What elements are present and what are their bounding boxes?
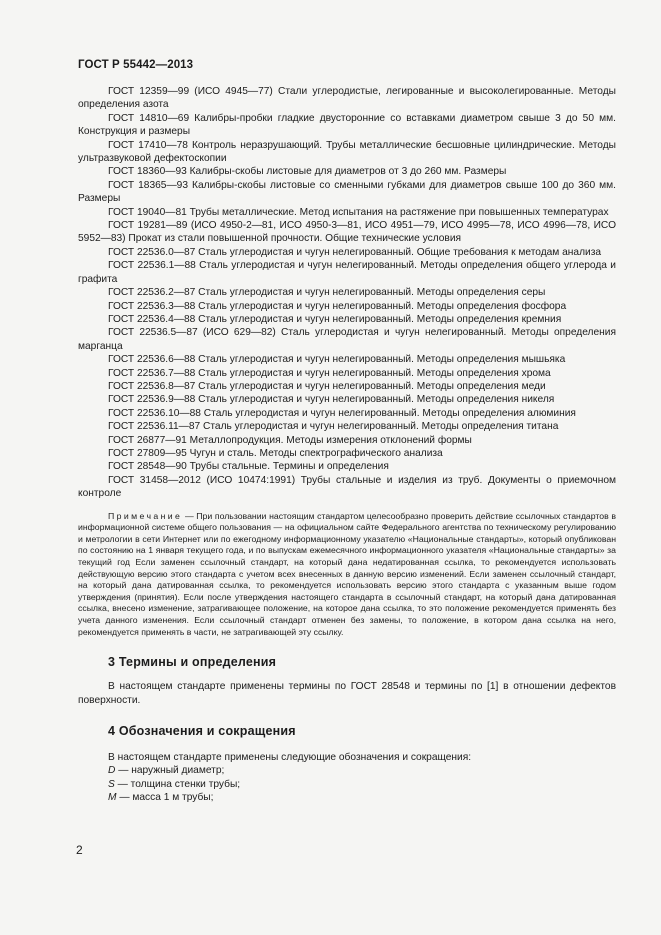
note-paragraph: [78, 511, 616, 639]
reference-item: ГОСТ 22536.2—87 Сталь углеродистая и чугун нелегированный. Методы определения серы: [108, 287, 546, 299]
symbol-list-item: [78, 764, 616, 777]
note-label: Примечание: [108, 510, 183, 521]
reference-item: ГОСТ 27809—95 Чугун и сталь. Методы спектрографического анализа: [108, 447, 443, 459]
section-3-text: В настоящем стандарте применены термины по ГОСТ 28548 и термины по [1] в отношении дефектов поверхности.: [78, 681, 616, 706]
symbol-description: — масса 1 м трубы;: [116, 792, 214, 804]
page-number: 2: [76, 843, 83, 857]
document-body: [78, 85, 616, 805]
reference-item: ГОСТ 22536.4—88 Сталь углеродистая и чугун нелегированный. Методы определения кремния: [108, 313, 562, 325]
reference-item: ГОСТ 22536.0—87 Сталь углеродистая и чугун нелегированный. Общие требования к методам анализа: [108, 246, 602, 258]
reference-item: ГОСТ 31458—2012 (ИСО 10474:1991) Трубы стальные и изделия из труб. Документы о приемочном контроле: [78, 474, 616, 500]
symbol-list-item: [78, 778, 616, 791]
normative-references-list: [78, 85, 616, 501]
section-3-title: 3 Термины и определения: [108, 655, 277, 670]
reference-item: ГОСТ 22536.8—87 Сталь углеродистая и чугун нелегированный. Методы определения меди: [108, 380, 546, 392]
section-4-intro: В настоящем стандарте применены следующие обозначения и сокращения:: [108, 751, 472, 763]
symbol: D: [108, 765, 116, 777]
standard-header: ГОСТ Р 55442—2013: [78, 59, 194, 71]
reference-item: ГОСТ 26877—91 Металлопродукция. Методы измерения отклонений формы: [108, 434, 472, 446]
reference-item: ГОСТ 22536.7—88 Сталь углеродистая и чугун нелегированный. Методы определения хрома: [108, 367, 551, 379]
symbol-description: — наружный диаметр;: [115, 765, 225, 777]
reference-item: ГОСТ 22536.1—88 Сталь углеродистая и чугун нелегированный. Методы определения общего углерода и графита: [78, 260, 616, 285]
section-4-title: 4 Обозначения и сокращения: [108, 723, 296, 738]
reference-item: ГОСТ 22536.5—87 (ИСО 629—82) Сталь углеродистая и чугун нелегированный. Методы определения марганца: [78, 327, 616, 352]
note-text: — При пользовании настоящим стандартом целесообразно проверить действие ссылочных стандартов в информационной системе общего пользования — на официальном сайте Федерального агентства по техническому регулированию и метрологии в сети Интернет или по ежегодному информационному указателю «Национальные стандарты», который опубликован по состоянию на 1 января текущего года, и по выпускам ежемесячного информационного указателя «Национальные стандарты» за текущий год Если заменен ссылочный стандарт, на который дана недатированная ссылка, то рекомендуется использовать действующую версию этого стандарта с учетом всех внесенных в данную версию изменений. Если заменен ссылочный стандарт, на который дана датированная ссылка, то рекомендуется использовать версию этого стандарта с указанным выше годом утверждения (принятия). Если после утверждения настоящего стандарта в ссылочный стандарт, на который дана датированная ссылка, внесено изменение, затрагивающее положение, на которое дана ссылка, то это положение рекомендуется применять без учета данного изменения. Если ссылочный стандарт отменен без замены, то положение, в котором дана ссылка на него, рекомендуется применять в части, не затрагивающей эту ссылку.: [78, 510, 616, 637]
reference-item: ГОСТ 18360—93 Калибры-скобы листовые для диаметров от 3 до 260 мм. Размеры: [108, 166, 507, 178]
reference-item: ГОСТ 22536.11—87 Сталь углеродистая и чугун нелегированный. Методы определения титана: [108, 421, 559, 433]
reference-item: ГОСТ 19040—81 Трубы металлические. Метод испытания на растяжение при повышенных температурах: [108, 206, 609, 218]
reference-item: ГОСТ 22536.10—88 Сталь углеродистая и чугун нелегированный. Методы определения алюминия: [108, 407, 576, 419]
reference-item: ГОСТ 22536.6—88 Сталь углеродистая и чугун нелегированный. Методы определения мышьяка: [108, 354, 566, 366]
reference-item: ГОСТ 18365—93 Калибры-скобы листовые со сменными губками для диаметров свыше 100 до 360 мм. Размеры: [78, 179, 616, 205]
reference-item: ГОСТ 28548—90 Трубы стальные. Термины и определения: [108, 461, 389, 473]
reference-item: ГОСТ 17410—78 Контроль неразрушающий. Трубы металлические бесшовные цилиндрические. Методы ультразвуковой дефектоскопии: [78, 139, 616, 165]
reference-item: ГОСТ 12359—99 (ИСО 4945—77) Стали углеродистые, легированные и высоколегированные. Методы определения азота: [78, 86, 616, 111]
symbol: M: [108, 792, 117, 804]
symbol-list-item: [78, 791, 616, 804]
symbol: S: [108, 778, 115, 790]
reference-item: ГОСТ 22536.3—88 Сталь углеродистая и чугун нелегированный. Методы определения фосфора: [108, 300, 567, 312]
reference-item: ГОСТ 22536.9—88 Сталь углеродистая и чугун нелегированный. Методы определения никеля: [108, 394, 555, 406]
reference-item: ГОСТ 14810—69 Калибры-пробки гладкие двусторонние со вставками диаметром свыше 3 до 50 мм. Конструкция и размеры: [78, 112, 616, 138]
reference-item: ГОСТ 19281—89 (ИСО 4950-2—81, ИСО 4950-3—81, ИСО 4951—79, ИСО 4995—78, ИСО 4996—78, ИСО 5952—83) Прокат из стали повышенной прочности. Общие технические условия: [78, 220, 616, 245]
symbol-description: — толщина стенки трубы;: [114, 778, 241, 790]
